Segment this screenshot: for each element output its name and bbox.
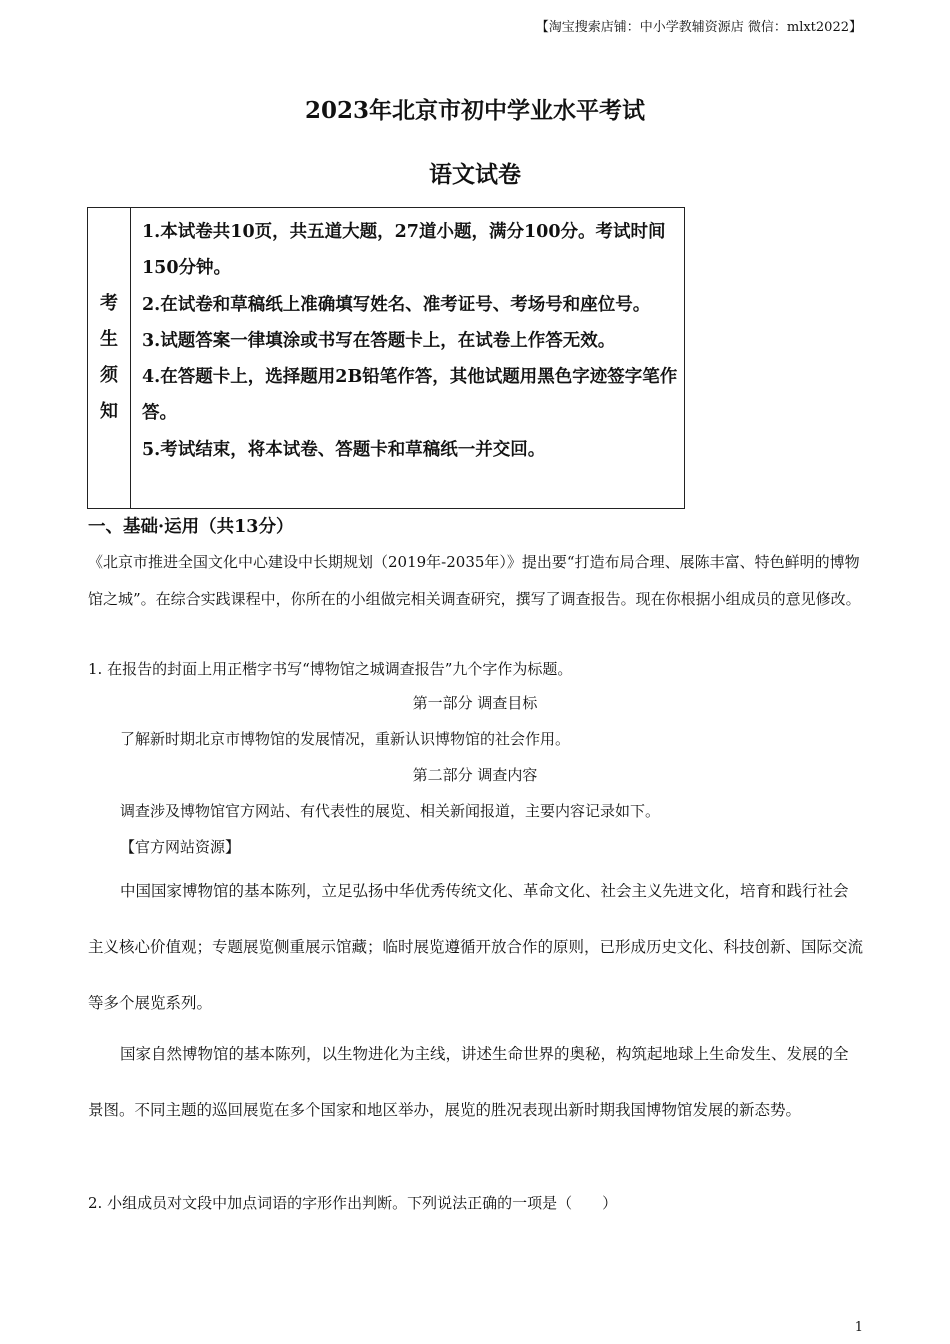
paragraph-national-museum: 中国国家博物馆的基本陈列，立足弘扬中华优秀传统文化、革命文化、社会主义先进文化，培育和践行社会主义核心价值观；专题展览侧重展示馆藏；临时展览遵循开放合作的原则，已形成历史文化、科技创新、国际交流等多个展览系列。 — [88, 882, 864, 1012]
resource-heading: 【官方网站资源】 — [120, 838, 241, 856]
notice-label-char: 考 — [100, 293, 118, 314]
notice-item: 2.在试卷和草稿纸上准确填写姓名、准考证号、考场号和座位号。 — [142, 294, 651, 315]
section-heading: 一、基础·运用（共13分） — [88, 517, 294, 537]
question-2: 2. 小组成员对文段中加点词语的字形作出判断。下列说法正确的一项是（ ） — [88, 1194, 618, 1212]
paragraph-natural-museum: 国家自然博物馆的基本陈列，以生物进化为主线，讲述生命世界的奥秘，构筑起地球上生命发生、发展的全景图。不同主题的巡回展览在多个国家和地区举办，展览的胜况表现出新时期我国博物馆发展的新态势。 — [88, 1045, 849, 1119]
header-note: 【淘宝搜索店铺：中小学教辅资源店 微信：mlxt2022】 — [535, 20, 862, 35]
notice-items — [142, 214, 678, 468]
notice-item: 4.在答题卡上，选择题用2B铅笔作答，其他试题用黑色字迹签字笔作答。 — [142, 367, 678, 424]
paper-subtitle: 语文试卷 — [429, 161, 521, 188]
notice-item: 3.试题答案一律填涂或书写在答题卡上，在试卷上作答无效。 — [142, 330, 616, 351]
notice-box — [87, 207, 685, 509]
part1-title: 第一部分 调查目标 — [412, 694, 538, 712]
part1-text: 了解新时期北京市博物馆的发展情况，重新认识博物馆的社会作用。 — [120, 730, 571, 748]
notice-label-char: 须 — [100, 365, 118, 386]
notice-label-char: 生 — [100, 329, 118, 350]
notice-label — [88, 208, 131, 508]
part2-text: 调查涉及博物馆官方网站、有代表性的展览、相关新闻报道，主要内容记录如下。 — [120, 802, 661, 820]
notice-item: 5.考试结束，将本试卷、答题卡和草稿纸一并交回。 — [142, 439, 546, 460]
notice-label-char: 知 — [100, 401, 118, 422]
question-1: 1. 在报告的封面上用正楷字书写“博物馆之城调查报告”九个字作为标题。 — [88, 660, 573, 678]
exam-title: 2023年北京市初中学业水平考试 — [304, 97, 645, 124]
notice-item: 1.本试卷共10页，共五道大题，27道小题，满分100分。考试时间150分钟。 — [142, 222, 666, 279]
part2-title: 第二部分 调查内容 — [412, 766, 538, 784]
intro-paragraph: 《北京市推进全国文化中心建设中长期规划（2019年-2035年）》提出要“打造布局合理、展陈丰富、特色鲜明的博物馆之城”。在综合实践课程中，你所在的小组做完相关调查研究，撰写了调查报告。现在你根据小组成员的意见修改。 — [88, 553, 861, 608]
page-number: 1 — [854, 1320, 863, 1335]
